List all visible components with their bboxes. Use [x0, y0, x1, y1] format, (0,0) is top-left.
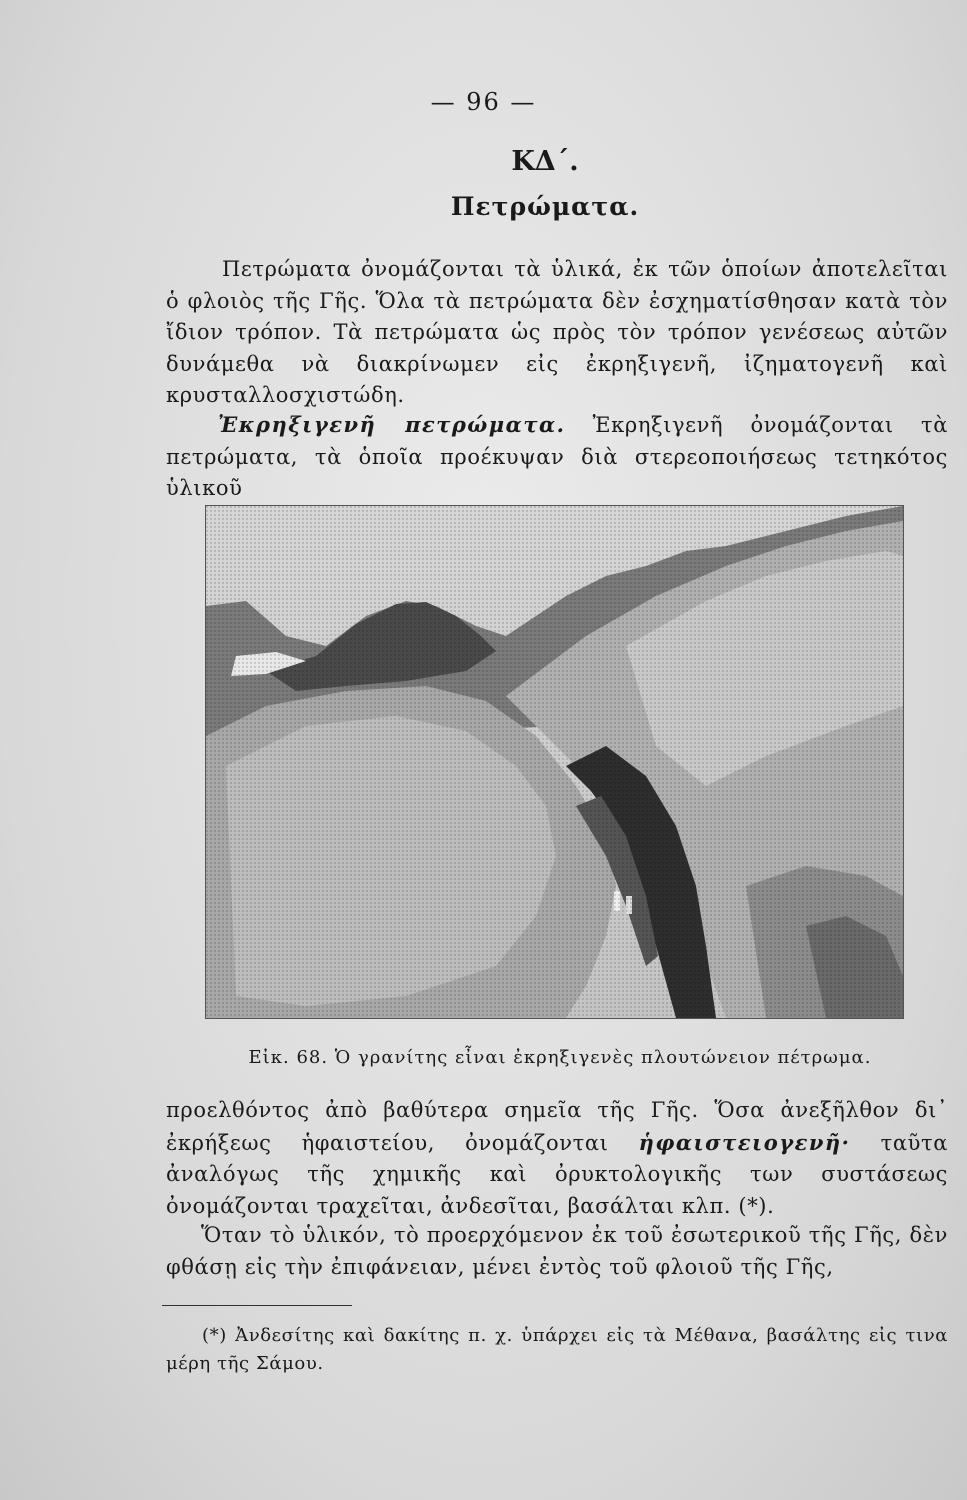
- mountain-landscape-image: [206, 506, 903, 1018]
- paragraph-intro: Πετρώματα ὀνομάζονται τὰ ὑλικά, ἐκ τῶν ὁποίων ἀποτελεῖται ὁ φλοιὸς τῆς Γῆς. Ὅλα τὰ πετρώματα δὲν ἐσχηματίσθησαν κατὰ τὸν ἴδιον τρόπον. Τὰ πετρώματα ὡς πρὸς τὸν τρόπον γενέσεως αὐτῶν δυνάμεθα νὰ διακρίνωμεν εἰς ἐκρηξιγενῆ, ἰζηματογενῆ καὶ κρυσταλλοσχιστώδη.: [166, 257, 948, 407]
- volcanic-text-a: προελθόντος ἀπὸ βαθύτερα σημεῖα τῆς Γῆς. Ὅσα ἀνεξῆλθον δι᾽ ἐκρήξεως ἡφαιστείου, ὀνομάζονται: [166, 1098, 948, 1155]
- chapter-title: Πετρώματα.: [450, 192, 640, 221]
- paragraph-volcanic: [166, 1095, 948, 1222]
- volcanic-term: ἡφαιστειογενῆ·: [638, 1129, 851, 1155]
- chapter-number: ΚΔ΄.: [511, 146, 579, 177]
- footnote-divider: [162, 1305, 352, 1306]
- page-number: — 96 —: [430, 88, 537, 116]
- paragraph-plutonic: Ὅταν τὸ ὑλικόν, τὸ προερχόμενον ἐκ τοῦ ἐσωτερικοῦ τῆς Γῆς, δὲν φθάσῃ εἰς τὴν ἐπιφάνειαν, μένει ἐντὸς τοῦ φλοιοῦ τῆς Γῆς,: [166, 1223, 948, 1279]
- footnote: (*) Ἀνδεσίτης καὶ δακίτης π. χ. ὑπάρχει εἰς τὰ Μέθανα, βασάλτης εἰς τινα μέρη τῆς Σάμου.: [166, 1325, 948, 1374]
- figure-caption: Εἰκ. 68. Ὁ γρανίτης εἶναι ἐκρηξιγενὲς πλουτώνειον πέτρωμα.: [248, 1047, 872, 1068]
- granite-photograph: [205, 505, 904, 1019]
- igneous-text: Ἐκρηξιγενῆ ὀνομάζονται τὰ πετρώματα, τὰ ὁποῖα προέκυψαν διὰ στερεοποιήσεως τετηκότος ὑλικοῦ: [166, 413, 948, 500]
- volcanic-text-b: ταῦτα ἀναλόγως τῆς χημικῆς καὶ ὀρυκτολογικῆς των συστάσεως ὀνομάζονται τραχεῖται, ἀνδεσῖται, βασάλται κλπ. (*).: [166, 1130, 948, 1218]
- paragraph-igneous: [166, 409, 948, 505]
- igneous-heading: Ἐκρηξιγενῆ πετρώματα.: [218, 412, 566, 437]
